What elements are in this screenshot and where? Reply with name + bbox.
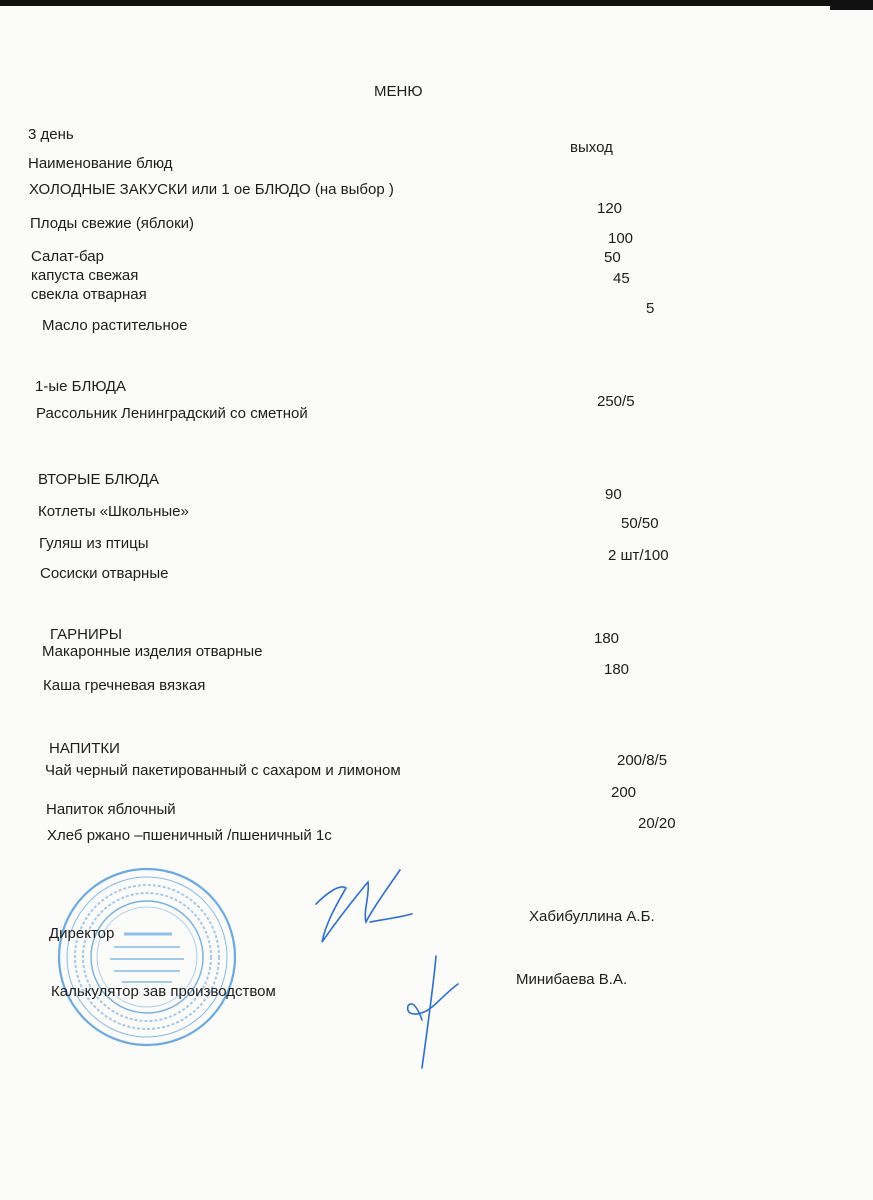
signature-role-calculator: Калькулятор зав производством	[51, 983, 276, 1000]
item-name: Сосиски отварные	[40, 565, 169, 582]
signature-person-director: Хабибуллина А.Б.	[529, 908, 655, 925]
item-name: Каша гречневая вязкая	[43, 677, 206, 694]
item-output: 50	[604, 249, 621, 266]
item-name: капуста свежая	[31, 267, 139, 284]
signature-role-director: Директор	[49, 925, 115, 942]
item-name: Рассольник Ленинградский со сметной	[36, 405, 308, 422]
section-heading-second-courses: ВТОРЫЕ БЛЮДА	[38, 471, 159, 488]
item-name: Чай черный пакетированный с сахаром и лимоном	[45, 762, 401, 779]
item-output: 180	[594, 630, 620, 647]
scan-edge-corner	[830, 0, 873, 10]
item-output: 120	[597, 200, 623, 217]
item-output: 20/20	[638, 815, 676, 832]
item-output: 90	[605, 486, 622, 503]
item-output: 200/8/5	[617, 752, 668, 769]
item-name: Котлеты «Школьные»	[38, 503, 189, 520]
item-output: 45	[613, 270, 630, 287]
item-output: 5	[646, 300, 655, 317]
item-name: Напиток яблочный	[46, 801, 176, 818]
director-signature	[308, 862, 418, 957]
item-name: свекла отварная	[31, 286, 147, 303]
item-name: Гуляш из птицы	[39, 535, 149, 552]
signature-person-calculator: Минибаева В.А.	[516, 971, 628, 988]
section-heading-first-courses: 1-ые БЛЮДА	[35, 378, 126, 395]
name-column-header: Наименование блюд	[28, 155, 173, 172]
output-column-header: выход	[570, 139, 613, 156]
item-name: Хлеб ржано –пшеничный /пшеничный 1с	[47, 827, 332, 844]
institution-stamp	[52, 862, 242, 1052]
item-output: 2 шт/100	[608, 547, 669, 564]
item-output: 250/5	[597, 393, 635, 410]
item-name: Масло растительное	[42, 317, 188, 334]
day-label: 3 день	[28, 126, 74, 143]
item-output: 180	[604, 661, 630, 678]
page-title: МЕНЮ	[374, 83, 423, 100]
item-name: Макаронные изделия отварные	[42, 643, 263, 660]
section-heading-cold-appetizers: ХОЛОДНЫЕ ЗАКУСКИ или 1 ое БЛЮДО (на выбор )	[29, 181, 394, 198]
calculator-signature	[400, 950, 470, 1075]
section-heading-drinks: НАПИТКИ	[49, 740, 120, 757]
item-output: 100	[608, 230, 634, 247]
item-name: Салат-бар	[31, 248, 104, 265]
scan-edge-bar	[0, 0, 873, 6]
item-name: Плоды свежие (яблоки)	[30, 215, 195, 232]
item-output: 50/50	[621, 515, 659, 532]
section-heading-garnishes: ГАРНИРЫ	[50, 626, 123, 643]
item-output: 200	[611, 784, 637, 801]
